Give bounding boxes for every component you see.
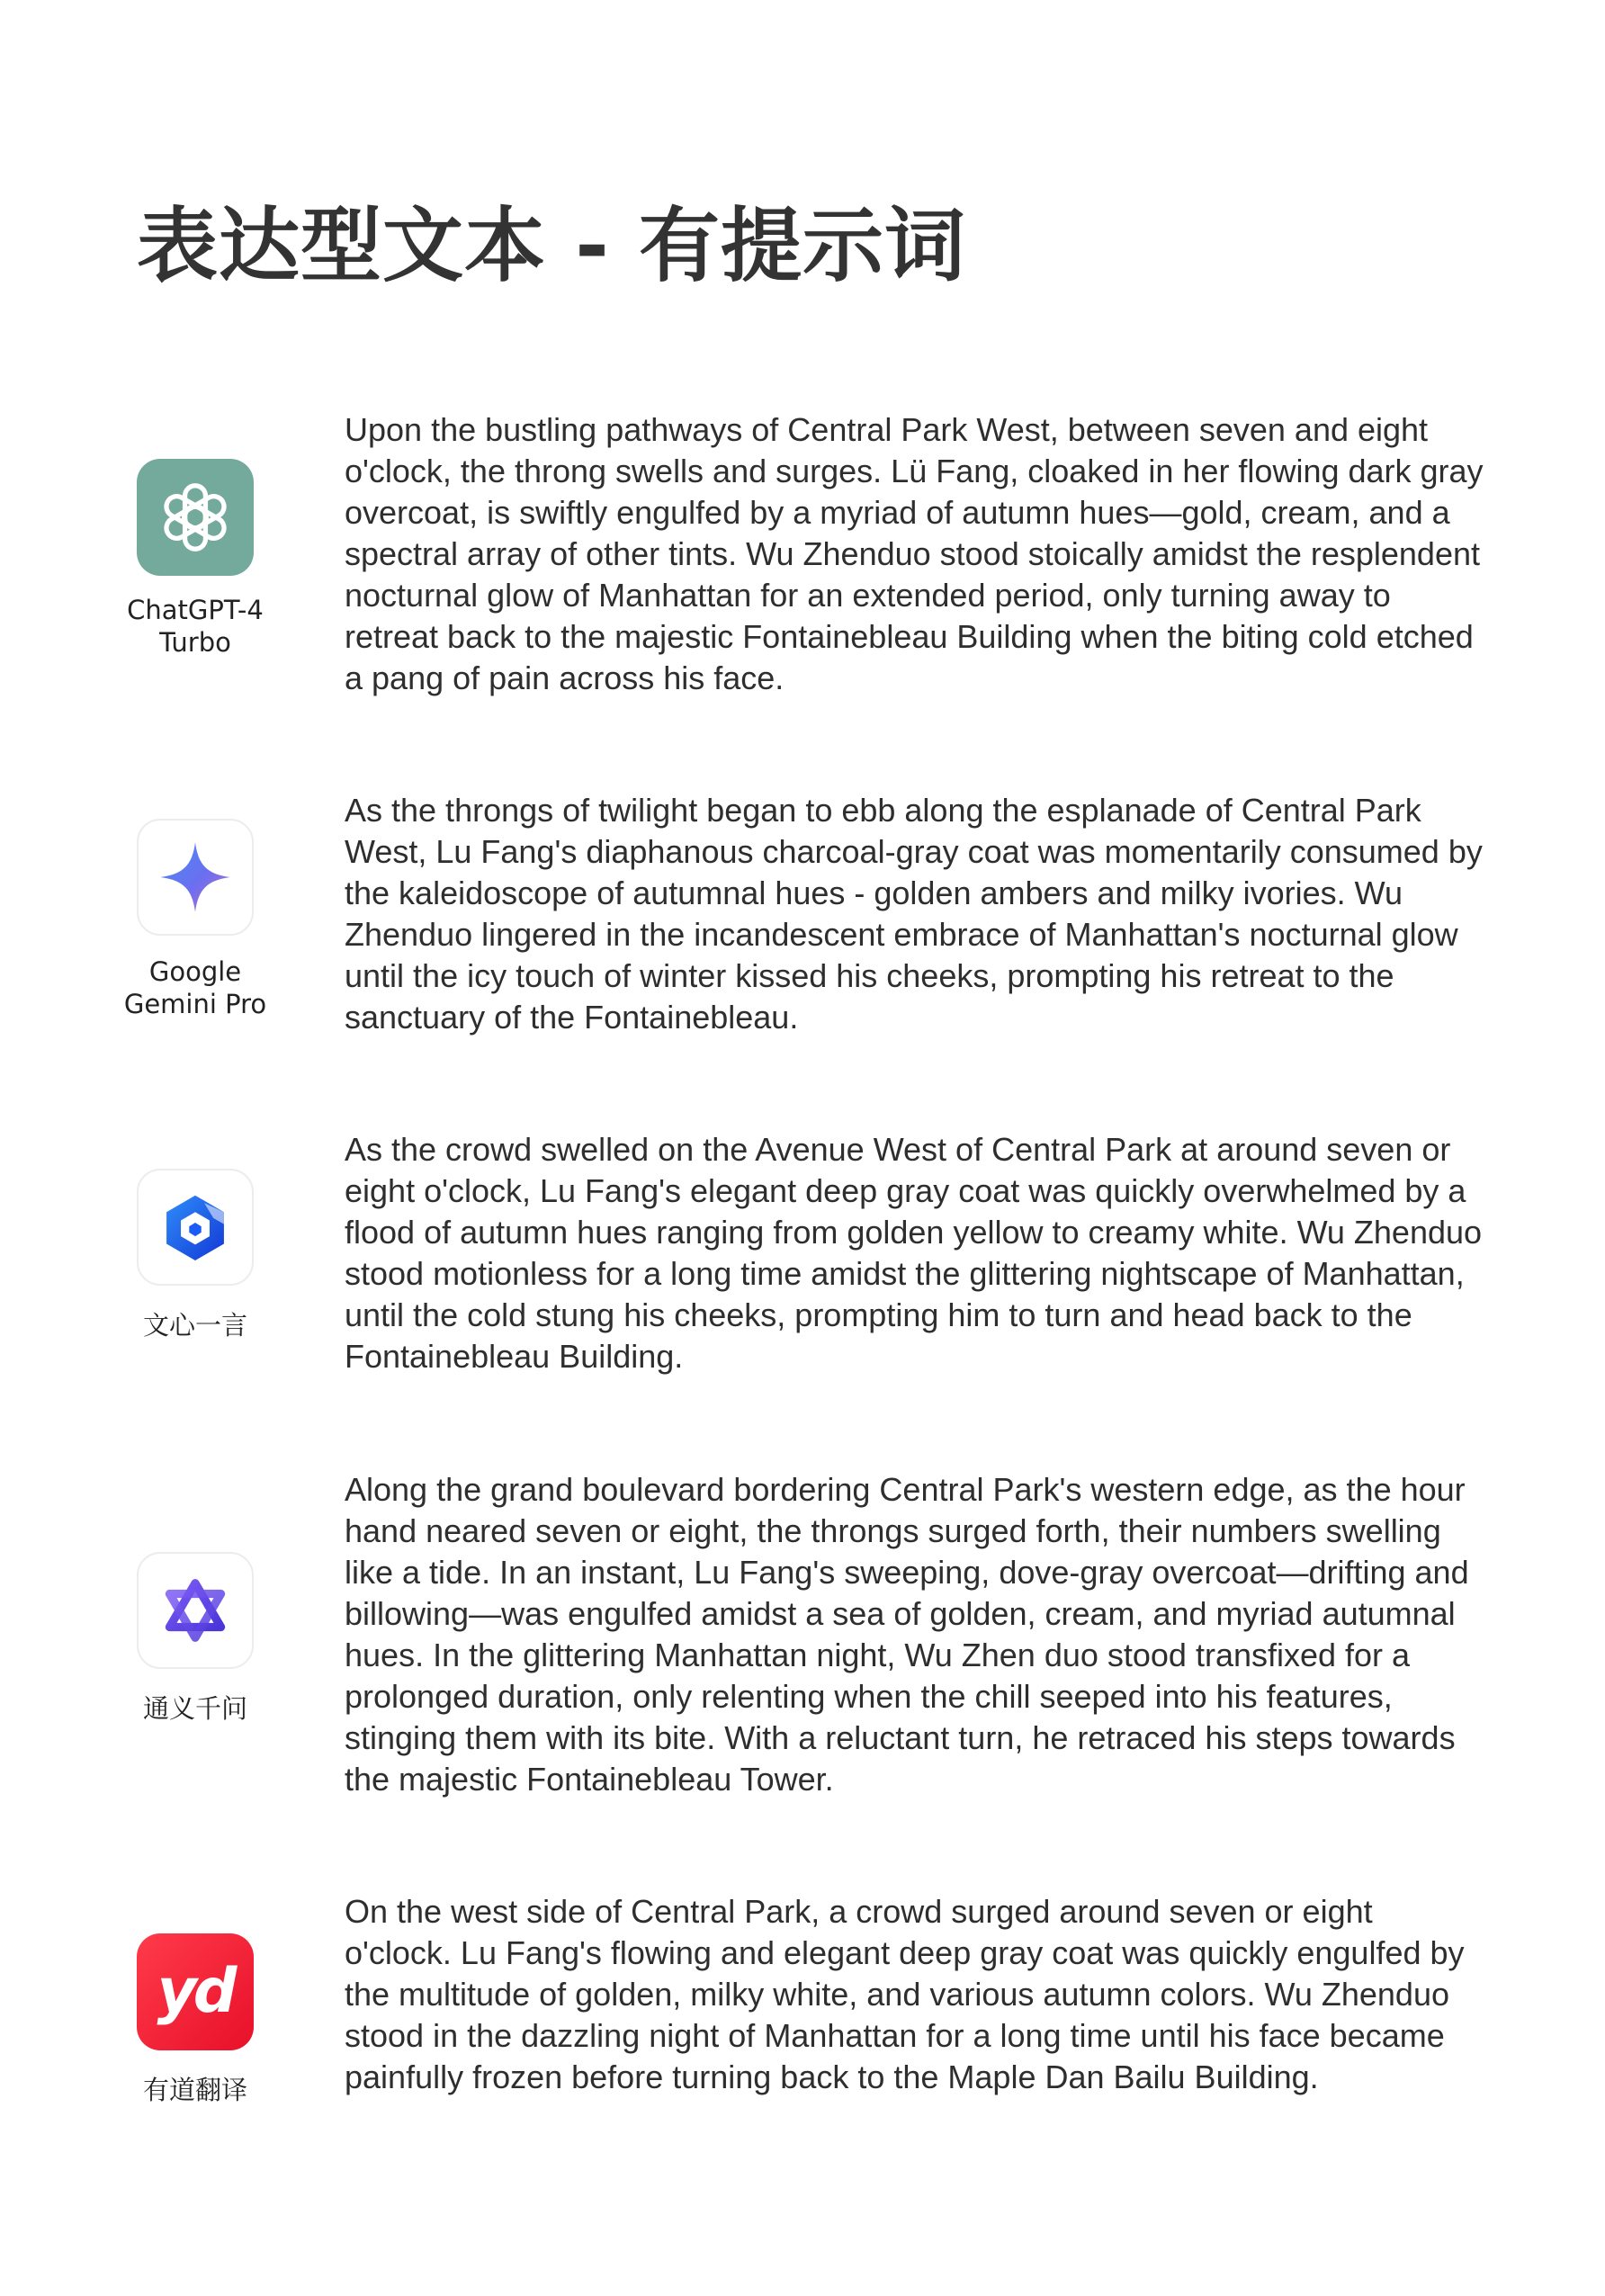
model-name-line: Google — [148, 956, 242, 987]
translation-text: As the throngs of twilight began to ebb along the esplanade of Central Park West, Lu Fang's diaphanous charcoal-gray coat was momentarily consumed by the kaleidoscope of autumnal hues - golden ambers and milky ivories. Wu Zhenduo lingered in the incandescent embrace of Manhattan's nocturnal glow until the icy touch of winter kissed his cheeks, prompting his retreat to the sanctuary of the Fontainebleau. — [345, 792, 1483, 1036]
model-name-line: ChatGPT-4 — [127, 595, 264, 625]
youdao-yd-icon — [137, 1933, 254, 2050]
model-name-line: Turbo — [159, 627, 231, 658]
youdao-logo-text: yd — [157, 1956, 234, 2027]
translation-text: As the crowd swelled on the Avenue West of Central Park at around seven or eight o'clock, Lu Fang's elegant deep gray coat was quickly overwhelmed by a flood of autumn hues ranging from golden yellow to creamy white. Wu Zhenduo stood motionless for a long time amidst the glittering nightscape of Manhattan, until the cold stung his cheeks, prompting him to turn and head back to the Fontainebleau Building. — [345, 1131, 1483, 1375]
translation-text: Along the grand boulevard bordering Central Park's western edge, as the hour hand neared seven or eight, the throngs surged forth, their numbers swelling like a tide. In an instant, Lu Fang's sweeping, dove-gray overcoat—drifting and billowing—was engulfed amidst a sea of golden, cream, and myriad autumnal hues. In the glittering Manhattan night, Wu Zhen duo stood transfixed for a prolonged duration, only relenting when the chill seeped into his features, stinging them with its bite. With a reluctant turn, he retraced his steps towards the majestic Fontainebleau Tower. — [345, 1471, 1469, 1798]
translation-text: Upon the bustling pathways of Central Park West, between seven and eight o'clock, the throng swells and surges. Lü Fang, cloaked in her flowing dark gray overcoat, is swiftly engulfed by a myriad of autumn hues—gold, cream, and a spectral array of other tints. Wu Zhenduo stood stoically amidst the resplendent nocturnal glow of Manhattan for an extended period, only turning away to retreat back to the majestic Fontainebleau Building when the biting cold etched a pang of pain across his face. — [345, 411, 1484, 696]
model-name-line: 有道翻译 — [142, 2075, 247, 2105]
gemini-sparkle-icon — [137, 819, 254, 936]
openai-knot-icon — [137, 459, 254, 576]
tongyi-qianwen-icon — [137, 1552, 254, 1669]
translation-text: On the west side of Central Park, a crowd surged around seven or eight o'clock. Lu Fang's flowing and elegant deep gray coat was quickly engulfed by the multitude of golden, milky white, and various autumn colors. Wu Zhenduo stood in the dazzling night of Manhattan for a long time until his face became painfully frozen before turning back to the Maple Dan Bailu Building. — [345, 1893, 1465, 2095]
model-name-line: Gemini Pro — [123, 989, 267, 1019]
model-name-line: 通义千问 — [142, 1693, 247, 1724]
model-name-line: 文心一言 — [142, 1310, 247, 1341]
page-title: 表达型文本 - 有提示词 — [137, 199, 967, 293]
ernie-bot-icon — [137, 1169, 254, 1286]
